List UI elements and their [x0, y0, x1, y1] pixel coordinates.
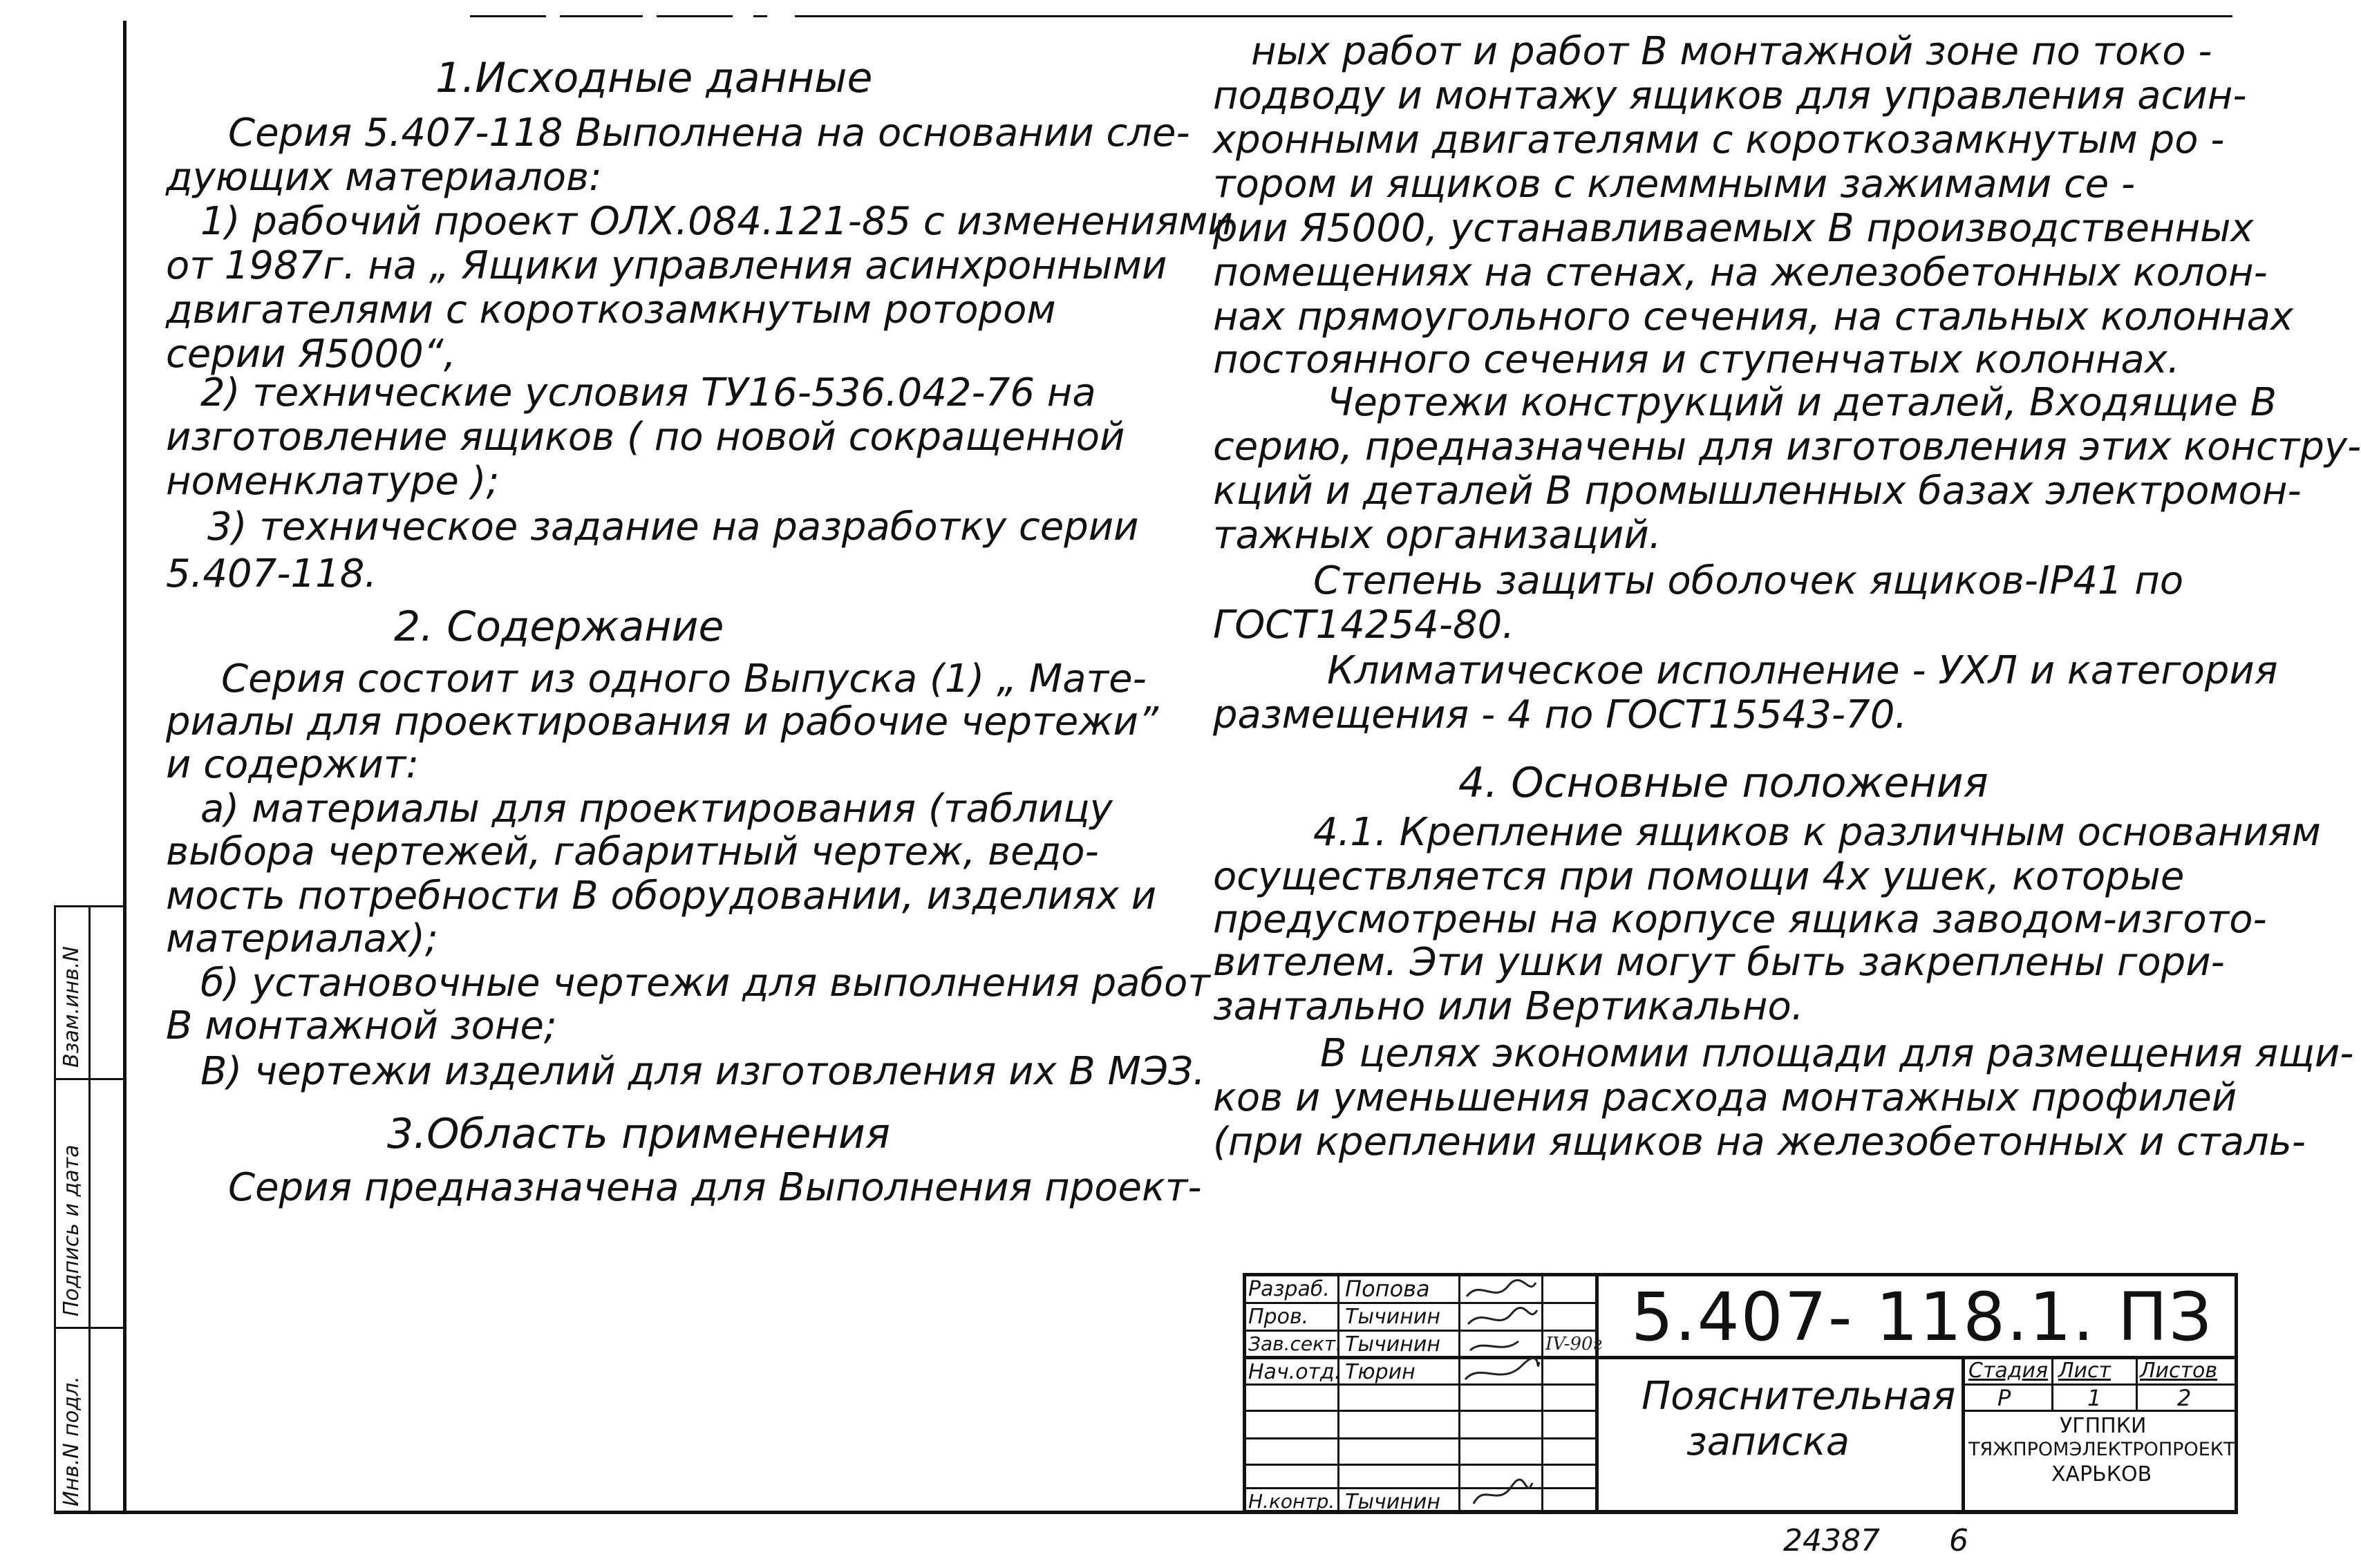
section-2-line: и содержит:: [166, 742, 420, 787]
section-3-heading: 3.Область применения: [387, 1110, 890, 1158]
section-2-line: риалы для проектирования и рабочие чертежи”: [166, 699, 1159, 744]
section-4-line: зантально или Вертикально.: [1213, 984, 1804, 1029]
section-3-line: Серия предназначена для Выполнения проект-: [228, 1165, 1202, 1210]
tb-stage-value: Р: [1997, 1385, 2011, 1411]
tb-org-line-3: ХАРЬКОВ: [2051, 1462, 2152, 1486]
tb-document-title-line-2: записка: [1686, 1419, 1850, 1464]
tb-row-line: [1243, 1487, 1597, 1489]
section-4-heading: 4. Основные положения: [1458, 759, 1988, 807]
tb-role-checker: Пров.: [1248, 1305, 1309, 1329]
section-2-line: б) установочные чертежи для выполнения работ: [200, 961, 1210, 1005]
right-column-line: хронными двигателями с короткозамкнутым ро -: [1213, 117, 2225, 162]
right-column-line: подводу и монтажу ящиков для управления асин-: [1213, 73, 2247, 118]
right-column-line: Степень защиты оболочек ящиков-IP41 по: [1313, 558, 2184, 603]
section-2-line: выбора чертежей, габаритный чертеж, ведо-: [166, 829, 1099, 874]
right-column-line: ных работ и работ В монтажной зоне по токо -: [1251, 29, 2212, 74]
tb-row-line: [1243, 1410, 1597, 1412]
tb-name-norm-control: Тычинин: [1345, 1490, 1440, 1514]
section-1-line: от 1987г. на „ Ящики управления асинхронными: [166, 243, 1167, 288]
section-1-line: 2) технические условия ТУ16-536.042-76 на: [200, 370, 1096, 415]
right-column-line: ГОСТ14254-80.: [1213, 603, 1514, 648]
right-column-line: Климатическое исполнение - УХЛ и категория: [1327, 648, 2278, 693]
tb-signatures: [1460, 1276, 1543, 1511]
section-1-line: двигателями с короткозамкнутым ротором: [166, 287, 1056, 332]
section-4-line: предусмотрены на корпусе ящика заводом-изгото-: [1213, 897, 2267, 942]
tb-role-dept-head: Нач.отд.: [1248, 1360, 1342, 1384]
tb-sheets-value: 2: [2177, 1385, 2192, 1411]
section-1-line: изготовление ящиков ( по новой сокращенной: [166, 415, 1125, 460]
section-1-line: номенклатуре );: [166, 459, 500, 504]
tb-name-dept-head: Тюрин: [1345, 1360, 1415, 1384]
right-column-line: тажных организаций.: [1213, 513, 1662, 558]
tb-row-line: [1243, 1330, 1597, 1332]
tb-org-line-1: УГППКИ: [2060, 1414, 2147, 1438]
tb-vline-date: [1595, 1273, 1599, 1513]
tb-name-checker: Тычинин: [1345, 1305, 1440, 1329]
top-dash-3: [657, 15, 733, 17]
right-column-line: постоянного сечения и ступенчатых колоннах.: [1213, 337, 2180, 382]
section-1-line: дующих материалов:: [166, 155, 602, 200]
tb-org-line-2: ТЯЖПРОМЭЛЕКТРОПРОЕКТ: [1968, 1439, 2235, 1460]
right-column-line: серию, предназначены для изготовления этих констру-: [1213, 424, 2361, 469]
section-1-line: серии Я5000“,: [166, 332, 456, 377]
tb-sheet-label: Лист: [2058, 1359, 2111, 1383]
section-1-line: 3) техническое задание на разработку серии: [207, 504, 1139, 549]
tb-row-line: [1243, 1464, 1597, 1466]
right-column-line: Чертежи конструкций и деталей, Входящие В: [1327, 380, 2277, 425]
tb-sheets-label: Листов: [2140, 1359, 2218, 1383]
tb-name-sector-head: Тычинин: [1345, 1332, 1440, 1357]
section-4-line: ков и уменьшения расхода монтажных профилей: [1213, 1075, 2237, 1120]
archive-number: 24387: [1783, 1523, 1880, 1558]
section-2-line: В монтажной зоне;: [166, 1003, 557, 1048]
section-2-heading: 2. Содержание: [394, 603, 724, 651]
section-2-line: Серия состоит из одного Выпуска (1) „ Мате-: [221, 657, 1147, 701]
right-column-line: тором и ящиков с клеммными зажимами се -: [1213, 162, 2136, 207]
side-stamp-sep-2: [54, 1078, 126, 1080]
section-4-line: 4.1. Крепление ящиков к различным основаниям: [1313, 810, 2321, 855]
right-column-line: кций и деталей В промышленных базах электромон-: [1213, 469, 2302, 513]
section-1-line: 1) рабочий проект ОЛХ.084.121-85 с изменениями: [200, 199, 1233, 244]
section-2-line: материалах);: [166, 916, 438, 961]
tb-stage-vline: [2051, 1356, 2053, 1411]
tb-stage-vline: [2136, 1356, 2138, 1411]
right-column-line: рии Я5000, устанавливаемых В производственных: [1213, 206, 2254, 251]
section-4-line: вителем. Эти ушки могут быть закреплены гори-: [1213, 940, 2225, 985]
side-stamp-divider: [88, 905, 91, 1513]
tb-date: IV-90г: [1545, 1334, 1602, 1354]
tb-role-developer: Разраб.: [1248, 1277, 1330, 1301]
top-dash-1: [470, 15, 546, 17]
section-4-line: осуществляется при помощи 4х ушек, которые: [1213, 854, 2185, 899]
tb-role-sector-head: Зав.сект.: [1248, 1332, 1342, 1355]
section-2-line: В) чертежи изделий для изготовления их В МЭЗ.: [200, 1049, 1205, 1094]
tb-stage-label: Стадия: [1968, 1359, 2049, 1383]
top-dash-2: [560, 15, 643, 17]
section-4-line: В целях экономии площади для размещения ящи-: [1320, 1031, 2354, 1076]
tb-document-title-line-1: Пояснительная: [1642, 1374, 1956, 1419]
right-column-line: помещениях на стенах, на железобетонных колон-: [1213, 250, 2268, 295]
tb-row-line: [1243, 1437, 1597, 1439]
tb-row-line: [1243, 1302, 1597, 1304]
section-2-line: мость потребности В оборудовании, изделиях и: [166, 873, 1157, 918]
right-column-line: нах прямоугольного сечения, на стальных колоннах: [1213, 294, 2294, 339]
tb-document-code: 5.407- 118.1. ПЗ: [1631, 1278, 2213, 1356]
tb-sheet-value: 1: [2087, 1385, 2102, 1411]
side-stamp-sep-1: [54, 1327, 126, 1329]
side-stamp-signature-label: Подпись и дата: [59, 1144, 84, 1316]
top-line: [795, 15, 2232, 17]
section-4-line: (при креплении ящиков на железобетонных и сталь-: [1213, 1120, 2306, 1164]
tb-name-developer: Попова: [1345, 1276, 1430, 1302]
tb-vline-role: [1337, 1273, 1339, 1513]
tb-role-norm-control: Н.контр.: [1248, 1490, 1335, 1513]
tb-title-right: [1962, 1356, 1965, 1513]
section-1-line: 5.407-118.: [166, 551, 377, 596]
side-stamp-replacement-label: Взам.инв.N: [59, 946, 84, 1068]
section-1-line: Серия 5.407-118 Выполнена на основании сле-: [228, 111, 1190, 155]
right-column-line: размещения - 4 по ГОСТ15543-70.: [1213, 692, 1908, 737]
side-stamp-inventory-label: Инв.N подл.: [59, 1376, 84, 1506]
section-2-line: а) материалы для проектирования (таблицу: [200, 786, 1113, 831]
archive-sheet: 6: [1949, 1523, 1968, 1558]
top-dash-4: [753, 15, 767, 17]
section-1-heading: 1.Исходные данные: [435, 54, 873, 102]
